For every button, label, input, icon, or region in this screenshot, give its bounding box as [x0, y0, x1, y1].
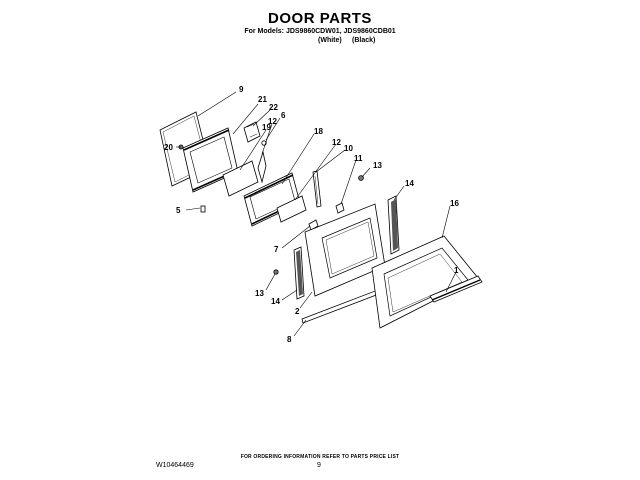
callout-12-lower: 12: [332, 138, 341, 147]
part-10-strip: [313, 171, 321, 207]
callout-10: 10: [344, 144, 353, 153]
part-5-clip: [201, 206, 205, 212]
callout-8: 8: [287, 335, 292, 344]
callout-9: 9: [239, 85, 244, 94]
callout-13-upper: 13: [373, 161, 382, 170]
callout-22: 22: [269, 103, 278, 112]
callout-11: 11: [354, 154, 363, 163]
document-id: W10464469: [156, 462, 194, 469]
part-12-retainer-upper: [258, 152, 266, 182]
callout-7: 7: [274, 245, 279, 254]
page-title: DOOR PARTS: [268, 10, 372, 27]
callout-5: 5: [176, 206, 181, 215]
part-11-screw: [336, 203, 344, 213]
callout-2: 2: [295, 307, 300, 316]
callout-14-right: 14: [405, 179, 414, 188]
variant-white-label: (White): [318, 37, 342, 44]
callout-16: 16: [450, 199, 459, 208]
page-number: 9: [317, 462, 321, 469]
callout-12-upper: 12: [268, 117, 277, 126]
callout-6: 6: [281, 111, 286, 120]
callout-13-lower: 13: [255, 289, 264, 298]
callout-20: 20: [164, 143, 173, 152]
variant-black-label: (Black): [352, 37, 376, 44]
callout-1: 1: [454, 266, 459, 275]
callout-21: 21: [258, 95, 267, 104]
part-13-screw-lower: [274, 270, 278, 274]
callout-14-left: 14: [271, 297, 280, 306]
model-numbers: For Models: JDS9860CDW01, JDS9860CDB01: [244, 28, 396, 35]
callout-19: 19: [262, 123, 271, 132]
ordering-note: FOR ORDERING INFORMATION REFER TO PARTS PRICE LIST: [240, 454, 400, 460]
callout-18: 18: [314, 127, 323, 136]
